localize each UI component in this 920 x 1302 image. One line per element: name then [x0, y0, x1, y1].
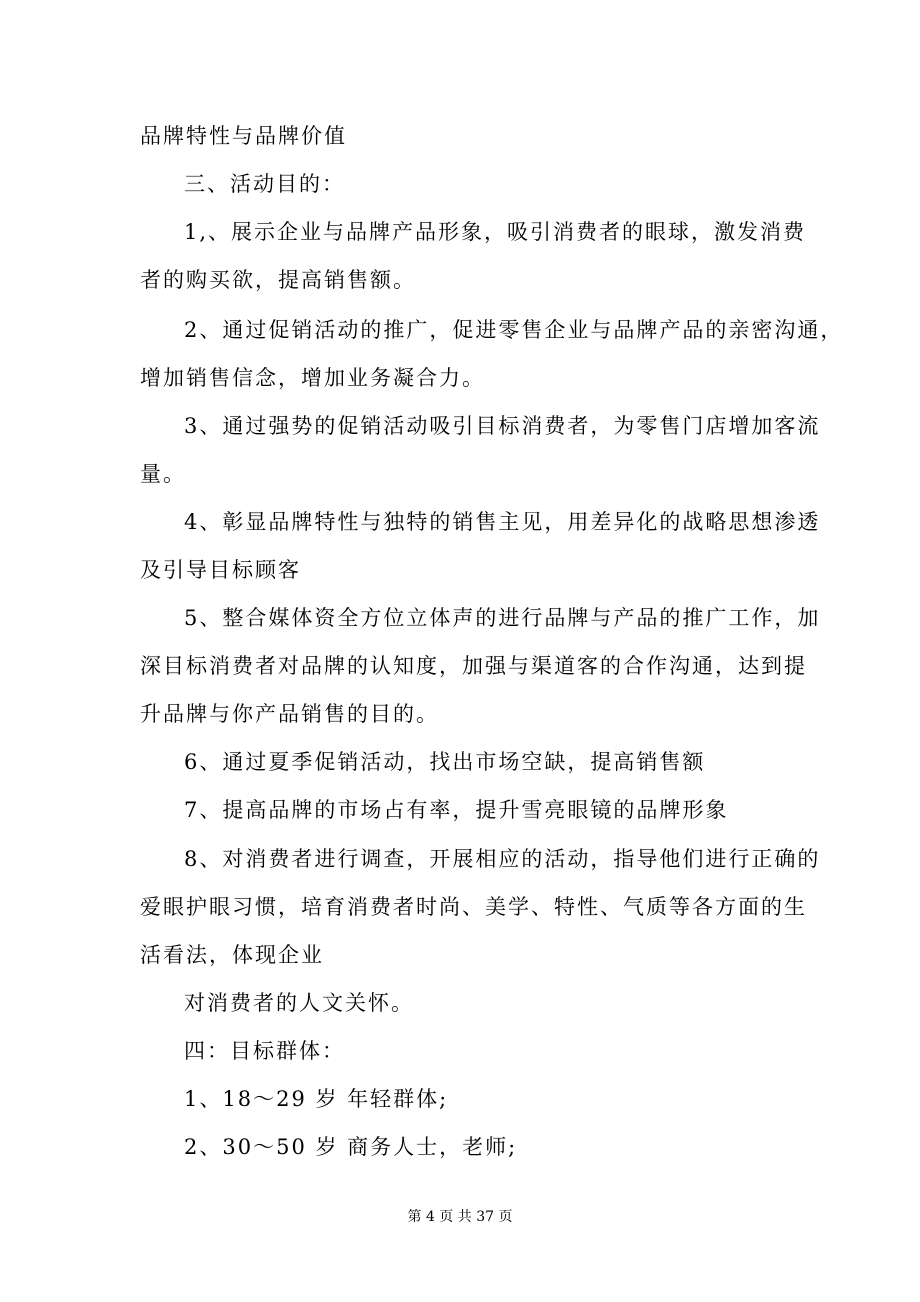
text-line: 8、对消费者进行调查，开展相应的活动，指导他们进行正确的 [184, 847, 821, 871]
text-line: 及引导目标顾客 [140, 558, 301, 582]
text-line: 1,、展示企业与品牌产品形象，吸引消费者的眼球，激发消费 [184, 220, 807, 244]
text-line: 品牌特性与品牌价值 [140, 124, 347, 148]
text-line: 者的购买欲，提高销售额。 [140, 268, 416, 292]
text-line: 5、整合媒体资全方位立体声的进行品牌与产品的推广工作，加 [184, 606, 821, 630]
text-line: 2、通过促销活动的推广，促进零售企业与品牌产品的亲密沟通， [184, 318, 844, 342]
text-line: 4、彰显品牌特性与独特的销售主见，用差异化的战略思想渗透 [184, 510, 821, 534]
section-heading: 三、活动目的： [184, 172, 345, 196]
text-line: 爱眼护眼习惯，培育消费者时尚、美学、特性、气质等各方面的生 [140, 895, 807, 919]
list-item: 1、18～29 岁 年轻群体; [184, 1087, 449, 1111]
text-line: 对消费者的人文关怀。 [184, 991, 414, 1015]
page-number-footer: 第 4 页 共 37 页 [407, 1209, 513, 1225]
text-line: 升品牌与你产品销售的目的。 [140, 702, 439, 726]
text-line: 增加销售信念，增加业务凝合力。 [140, 366, 485, 390]
text-line: 7、提高品牌的市场占有率，提升雪亮眼镜的品牌形象 [184, 798, 729, 822]
text-line: 量。 [140, 462, 186, 486]
text-line: 3、通过强势的促销活动吸引目标消费者，为零售门店增加客流 [184, 414, 821, 438]
text-line: 6、通过夏季促销活动，找出市场空缺，提高销售额 [184, 750, 706, 774]
text-line: 深目标消费者对品牌的认知度，加强与渠道客的合作沟通，达到提 [140, 654, 807, 678]
section-heading: 四：目标群体： [184, 1039, 345, 1063]
text-line: 活看法，体现企业 [140, 943, 324, 967]
list-item: 2、30～50 岁 商务人士，老师; [184, 1135, 518, 1159]
